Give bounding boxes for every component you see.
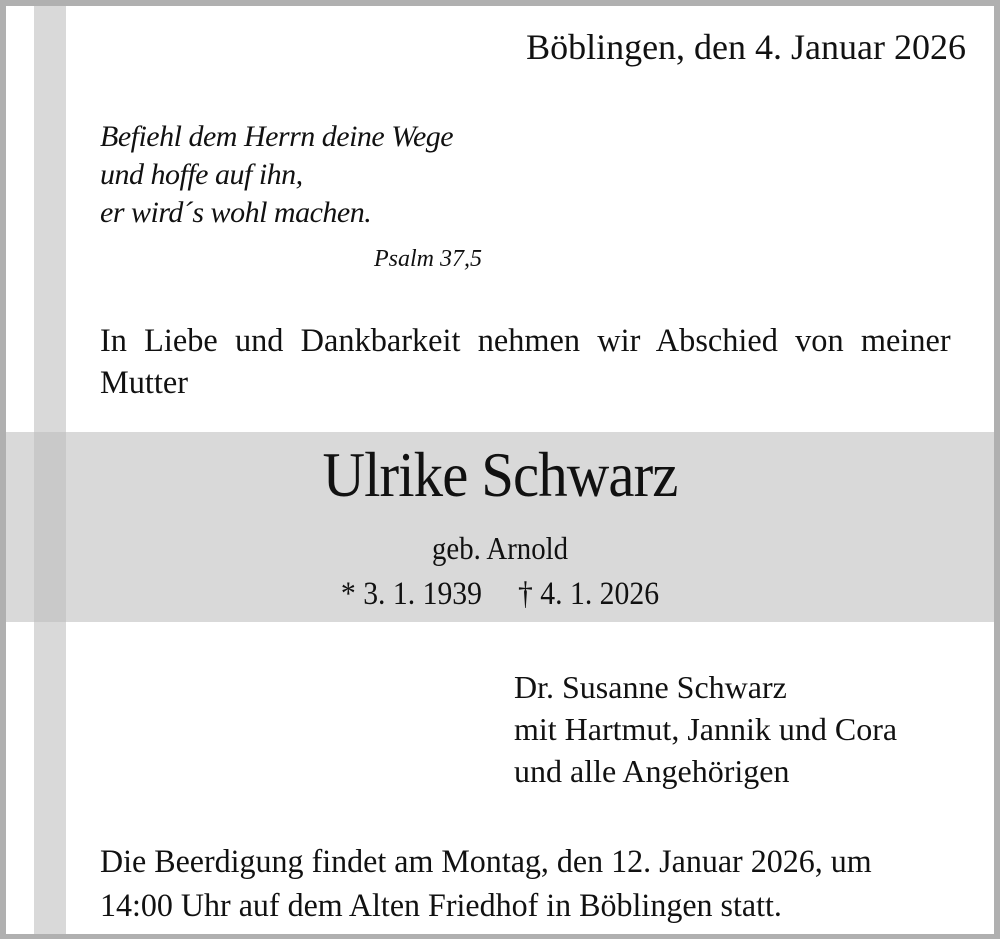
mourner-line: und alle Angehörigen — [514, 753, 790, 789]
verse-line: und hoffe auf ihn, — [100, 158, 303, 191]
verse-line: Befiehl dem Herrn deine Wege — [100, 120, 454, 153]
obituary-notice — [6, 6, 994, 934]
place-date: Böblingen, den 4. Januar 2026 — [526, 27, 966, 67]
verse-reference: Psalm 37,5 — [374, 246, 482, 272]
birth-date: * 3. 1. 1939 — [340, 576, 482, 612]
mourner-line: Dr. Susanne Schwarz — [514, 669, 787, 705]
mourners-list — [514, 666, 897, 792]
life-dates — [55, 576, 944, 613]
funeral-info: Die Beerdigung findet am Montag, den 12. Januar 2026, um 14:00 Uhr auf dem Alten Friedhof in Böblingen statt. — [100, 844, 872, 924]
verse-line: er wird´s wohl machen. — [100, 196, 372, 229]
bible-verse — [100, 118, 453, 232]
intro-text: In Liebe und Dankbarkeit nehmen wir Abschied von meiner Mutter — [100, 323, 951, 401]
deceased-name: Ulrike Schwarz — [322, 439, 678, 510]
mourner-line: mit Hartmut, Jannik und Cora — [514, 711, 898, 747]
birth-name: geb. Arnold — [432, 530, 568, 566]
death-date: † 4. 1. 2026 — [518, 576, 660, 612]
